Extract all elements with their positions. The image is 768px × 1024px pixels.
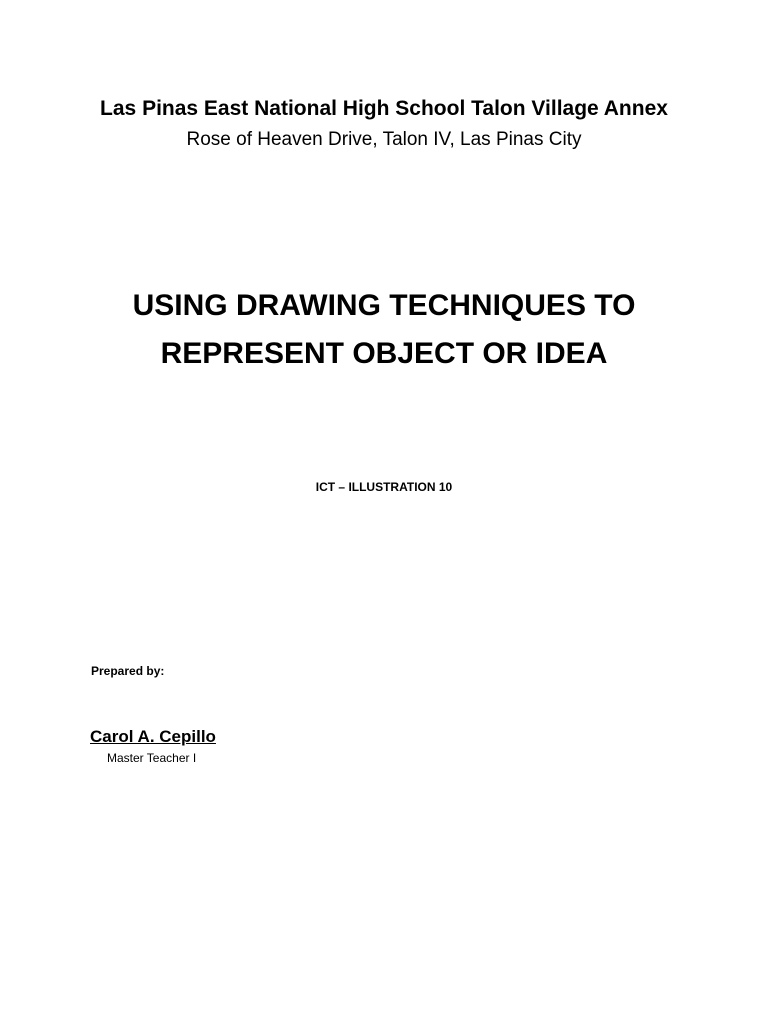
school-name: Las Pinas East National High School Talon Village Annex (100, 97, 668, 120)
title-line-2: REPRESENT OBJECT OR IDEA (160, 337, 608, 370)
subject-label: ICT – ILLUSTRATION 10 (315, 480, 453, 494)
title-line-1: USING DRAWING TECHNIQUES TO (132, 289, 636, 322)
school-address: Rose of Heaven Drive, Talon IV, Las Pinas City (186, 129, 582, 150)
author-name: Carol A. Cepillo (90, 727, 216, 746)
prepared-by-label: Prepared by: (91, 664, 165, 678)
document-title (0, 282, 768, 378)
author-position: Master Teacher I (107, 751, 197, 765)
